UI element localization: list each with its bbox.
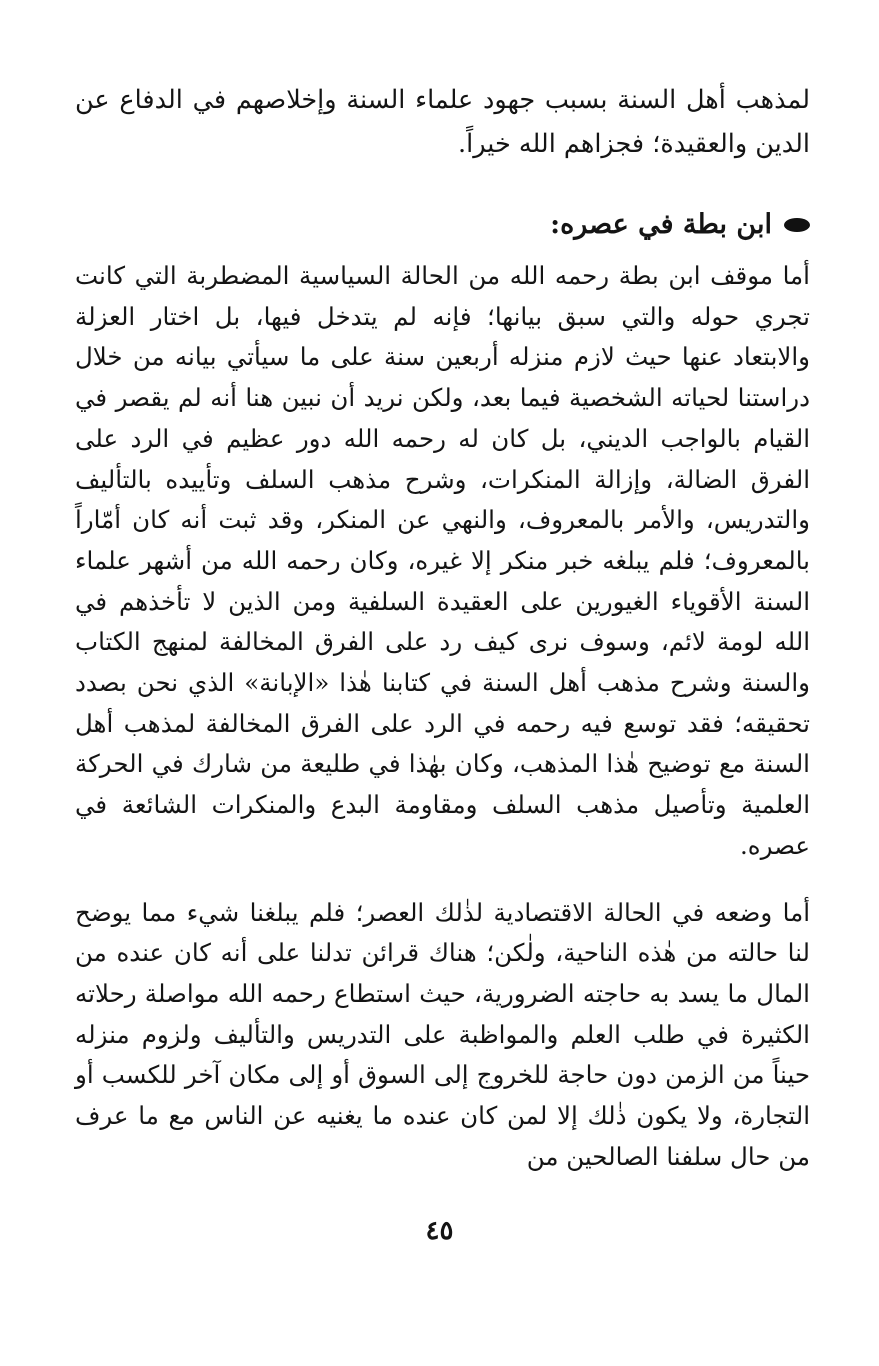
section-heading bbox=[75, 204, 810, 246]
paragraph-economic-status: أما وضعه في الحالة الاقتصادية لذٰلك العصر؛ فلم يبلغنا شيء مما يوضح لنا حالته من هٰذه الناحية، ولٰكن؛ هناك قرائن تدلنا على أنه كان عنده من المال ما يسد به حاجته الضرورية، حيث استطاع رحمه الله مواصلة رحلاته الكثيرة في طلب العلم والمواظبة على التدريس والتأليف ولزوم منزله حيناً من الزمن دون حاجة للخروج إلى السوق أو إلى مكان آخر للكسب أو التجارة، ولا يكون ذٰلك إلا لمن كان عنده ما يغنيه عن الناس مع ما عرف من حال سلفنا الصالحين من bbox=[75, 897, 810, 1171]
page-body bbox=[75, 78, 810, 1177]
bullet-icon bbox=[784, 218, 810, 232]
intro-paragraph: لمذهب أهل السنة بسبب جهود علماء السنة وإخلاصهم في الدفاع عن الدين والعقيدة؛ فجزاهم الله خيراً. bbox=[75, 85, 810, 159]
section-heading-text: ابن بطة في عصره: bbox=[550, 209, 772, 240]
paragraph-political-stance: أما موقف ابن بطة رحمه الله من الحالة السياسية المضطربة التي كانت تجري حوله والتي سبق بيانها؛ فإنه لم يتدخل فيها، بل اختار العزلة والابتعاد عنها حيث لازم منزله أربعين سنة على ما سيأتي بيانه من خلال دراستنا لحياته الشخصية فيما بعد، ولكن نريد أن نبين هنا أنه لم يقصر في القيام بالواجب الديني، بل كان له رحمه الله دور عظيم في الرد على الفرق الضالة، وإزالة المنكرات، وشرح مذهب السلف وتأييده بالتأليف والتدريس، والأمر بالمعروف، والنهي عن المنكر، وقد ثبت أنه كان أمّاراً بالمعروف؛ فلم يبلغه خبر منكر إلا غيره، وكان رحمه الله من أشهر علماء السنة الأقوياء الغيورين على العقيدة السلفية ومن الذين لا تأخذهم في الله لومة لائم، وسوف نرى كيف رد على الفرق المخالفة لمنهج الكتاب والسنة وشرح مذهب أهل السنة في كتابنا هٰذا «الإبانة» الذي نحن بصدد تحقيقه؛ فقد توسع فيه رحمه في الرد على الفرق المخالفة لمذهب أهل السنة مع توضيح هٰذا المذهب، وكان بهٰذا في طليعة من شارك في الحركة العلمية وتأصيل مذهب السلف ومقاومة البدع والمنكرات الشائعة في عصره. bbox=[75, 261, 810, 860]
page-number: ٤٥ bbox=[425, 1216, 454, 1246]
